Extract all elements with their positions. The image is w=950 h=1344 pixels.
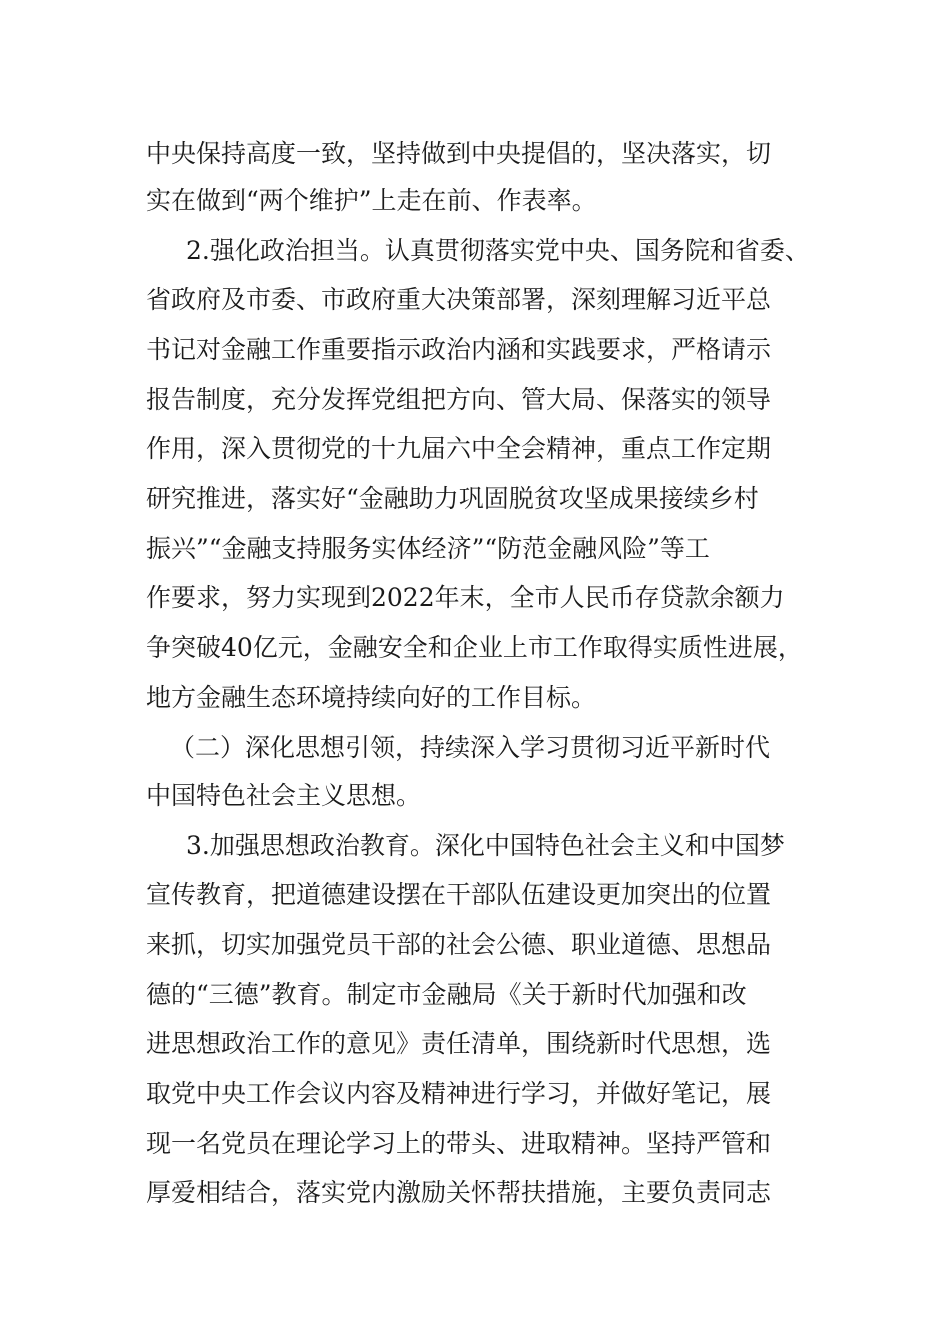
text-line: 研究推进，落实好“金融助力巩固脱贫攻坚成果接续乡村	[146, 484, 759, 513]
text-line: 作用，深入贯彻党的十九届六中全会精神，重点工作定期	[146, 434, 772, 463]
text-line: 报告制度，充分发挥党组把方向、管大局、保落实的领导	[146, 385, 772, 414]
text-line: 中央保持高度一致，坚持做到中央提倡的，坚决落实，切	[146, 139, 772, 168]
section-heading-line: 中国特色社会主义思想。	[146, 781, 422, 810]
text-line: 厚爱相结合，落实党内激励关怀帮扶措施，主要负责同志	[146, 1178, 772, 1207]
text-line: 地方金融生态环境持续向好的工作目标。	[146, 683, 597, 712]
text-line: 德的“三德”教育。制定市金融局《关于新时代加强和改	[146, 980, 747, 1009]
text-line: 来抓，切实加强党员干部的社会公德、职业道德、思想品	[146, 930, 772, 959]
text-line: 争突破40亿元，金融安全和企业上市工作取得实质性进展，	[146, 633, 803, 662]
text-line: 进思想政治工作的意见》责任清单，围绕新时代思想，选	[146, 1029, 772, 1058]
text-line: 现一名党员在理论学习上的带头、进取精神。坚持严管和	[146, 1129, 772, 1158]
text-line: 振兴”“金融支持服务实体经济”“防范金融风险”等工	[146, 534, 710, 563]
text-line: 书记对金融工作重要指示政治内涵和实践要求，严格请示	[146, 335, 772, 364]
text-line: 作要求，努力实现到2022年末，全市人民币存贷款余额力	[146, 583, 785, 612]
text-line: 实在做到“两个维护”上走在前、作表率。	[146, 186, 597, 215]
section-heading-line: （二）深化思想引领，持续深入学习贯彻习近平新时代	[170, 733, 771, 762]
text-line: 省政府及市委、市政府重大决策部署，深刻理解习近平总	[146, 285, 772, 314]
text-line: 取党中央工作会议内容及精神进行学习，并做好笔记，展	[146, 1079, 772, 1108]
paragraph-heading-line: 3.加强思想政治教育。深化中国特色社会主义和中国梦	[186, 831, 785, 860]
paragraph-heading-line: 2.强化政治担当。认真贯彻落实党中央、国务院和省委、	[186, 236, 810, 265]
text-line: 宣传教育，把道德建设摆在干部队伍建设更加突出的位置	[146, 880, 772, 909]
